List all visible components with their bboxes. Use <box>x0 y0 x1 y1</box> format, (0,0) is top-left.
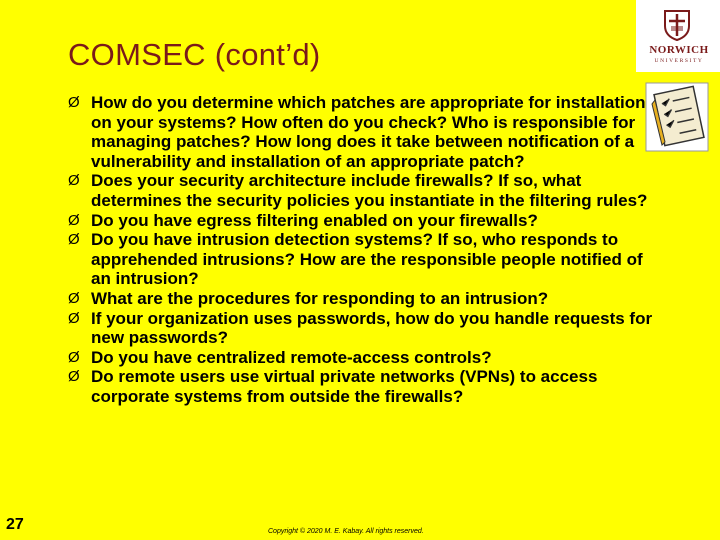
bullet-item <box>68 93 658 171</box>
bullet-text: What are the procedures for responding to an intrusion? <box>91 288 549 308</box>
bullet-item <box>68 171 658 210</box>
bullet-arrow-icon: Ø <box>68 172 80 190</box>
bullet-arrow-icon: Ø <box>68 211 80 229</box>
bullet-item <box>68 211 658 231</box>
bullet-arrow-icon: Ø <box>68 94 80 111</box>
bullet-arrow-icon: Ø <box>68 231 80 249</box>
university-crest-icon <box>662 8 692 42</box>
bullet-text: How do you determine which patches are appropriate for installation on your systems? How often do you check? Who is responsible for managing patches? How long does it take between notification of a vulnerability and installation of an appropriate patch? <box>91 93 646 171</box>
bullet-item <box>68 367 658 406</box>
bullet-text: Do you have centralized remote-access controls? <box>91 347 492 367</box>
page-number: 27 <box>6 516 24 533</box>
bullet-text: Do remote users use virtual private networks (VPNs) to access corporate systems from outside the firewalls? <box>91 367 598 406</box>
bullet-text: Do you have intrusion detection systems? If so, who responds to apprehended intrusions? How are the responsible people notified of an intrusion? <box>91 230 643 289</box>
logo-name: NORWICH <box>649 44 709 56</box>
slide-title: COMSEC (cont’d) <box>68 37 321 72</box>
bullet-arrow-icon: Ø <box>68 348 80 366</box>
copyright-notice: Copyright © 2020 M. E. Kabay. All rights reserved. <box>268 528 424 535</box>
bullet-arrow-icon: Ø <box>68 368 80 386</box>
logo-subtitle: UNIVERSITY <box>654 58 704 64</box>
bullet-item <box>68 289 658 309</box>
university-logo <box>636 0 720 72</box>
bullet-text: Does your security architecture include firewalls? If so, what determines the security policies you instantiate in the filtering rules? <box>91 171 648 210</box>
bullet-arrow-icon: Ø <box>68 289 80 307</box>
bullet-item <box>68 348 658 368</box>
bullet-item <box>68 230 658 289</box>
bullet-text: Do you have egress filtering enabled on your firewalls? <box>91 210 538 230</box>
bullet-item <box>68 309 658 348</box>
bullet-list <box>68 93 658 407</box>
bullet-arrow-icon: Ø <box>68 309 80 327</box>
bullet-text: If your organization uses passwords, how do you handle requests for new passwords? <box>91 308 653 348</box>
